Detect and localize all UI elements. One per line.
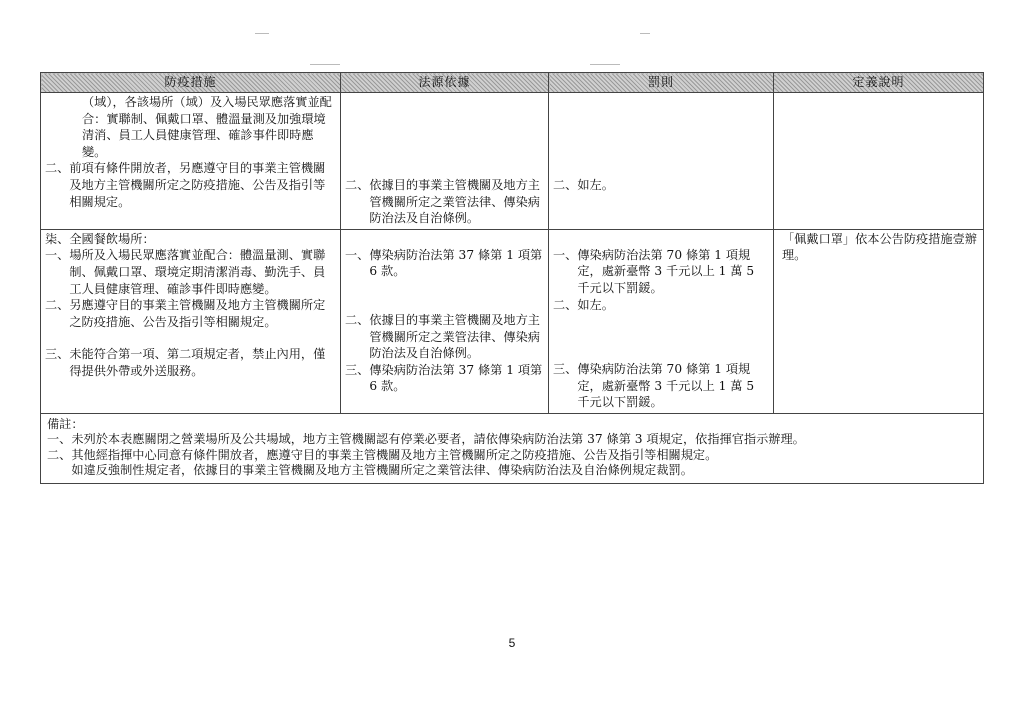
table-row xyxy=(41,93,984,230)
item-number: 三、 xyxy=(345,362,370,377)
list-item xyxy=(553,247,769,297)
list-item xyxy=(345,247,544,280)
notes-cell xyxy=(41,413,984,483)
list-item xyxy=(345,362,544,395)
penalty-cell xyxy=(549,229,774,413)
list-item xyxy=(45,160,336,210)
item-text: 場所及入場民眾應落實並配合：體溫量測、實聯制、佩戴口罩、環境定期清潔消毒、勤洗手、員工人員健康管理、確診事件即時應變。 xyxy=(69,248,326,296)
item-text: 前項有條件開放者，另應遵守目的事業主管機關及地方主管機關所定之防疫措施、公告及指引等相關規定。 xyxy=(69,161,326,209)
item-number: 二、 xyxy=(47,447,72,462)
note-item xyxy=(47,432,977,448)
item-number: 三、 xyxy=(45,347,70,362)
list-item xyxy=(553,361,769,411)
definition-cell xyxy=(774,93,984,230)
list-item xyxy=(345,177,544,227)
item-number: 一、 xyxy=(45,248,70,263)
item-number: 二、 xyxy=(45,161,70,176)
header-definition: 定義說明 xyxy=(774,73,984,93)
item-text: 如左。 xyxy=(577,178,614,192)
measures-table xyxy=(40,72,984,484)
table-header-row xyxy=(41,73,984,93)
item-text: 未列於本表應關閉之營業場所及公共場域，地方主管機關認有停業必要者，請依傳染病防治法第 37 條第 3 項規定，依指揮官指示辦理。 xyxy=(71,432,805,447)
list-item xyxy=(45,346,336,379)
list-item xyxy=(553,177,769,194)
item-number: 一、 xyxy=(47,432,72,447)
notes-row xyxy=(41,413,984,483)
item-text: 傳染病防治法第 70 條第 1 項規定，處新臺幣 3 千元以上 1 萬 5 千元以下罰鍰。 xyxy=(577,247,755,295)
item-text: 傳染病防治法第 70 條第 1 項規定，處新臺幣 3 千元以上 1 萬 5 千元以下罰鍰。 xyxy=(577,362,755,410)
header-measures: 防疫措施 xyxy=(41,73,341,93)
scan-artifact xyxy=(640,33,650,34)
header-penalty: 罰則 xyxy=(549,73,774,93)
item-number: 二、 xyxy=(553,178,578,192)
measures-cell xyxy=(41,229,341,413)
definition-text: 「佩戴口罩」依本公告防疫措施壹辦理。 xyxy=(782,231,977,263)
item-number: 二、 xyxy=(345,312,370,327)
list-item xyxy=(553,297,769,314)
item-text: 傳染病防治法第 37 條第 1 項第 6 款。 xyxy=(369,247,543,279)
item-text: 另應遵守目的事業主管機關及地方主管機關所定之防疫措施、公告及指引等相關規定。 xyxy=(69,298,326,329)
list-item xyxy=(345,312,544,362)
item-text: 依據目的事業主管機關及地方主管機關所定之業管法律、傳染病防治法及自治條例。 xyxy=(369,178,540,226)
penalty-cell xyxy=(549,93,774,230)
item-text: 傳染病防治法第 37 條第 1 項第 6 款。 xyxy=(369,362,543,394)
item-number: 一、 xyxy=(345,247,370,262)
item-number: 二、 xyxy=(45,298,70,313)
item-text-continuation: 如違反強制性規定者，依據目的事業主管機關及地方主管機關所定之業管法律、傳染病防治法及自治條例規定裁罰。 xyxy=(71,463,693,478)
scan-artifact xyxy=(310,64,340,65)
item-number: 一、 xyxy=(553,247,578,262)
table-row xyxy=(41,229,984,413)
legal-basis-cell xyxy=(341,93,549,230)
page-number: 5 xyxy=(508,636,516,650)
item-text: 未能符合第一項、第二項規定者，禁止內用，僅得提供外帶或外送服務。 xyxy=(69,347,326,378)
note-item xyxy=(47,448,977,479)
item-number: 二、 xyxy=(553,297,578,312)
item-number: 三、 xyxy=(553,362,578,377)
legal-basis-cell xyxy=(341,229,549,413)
item-text: 如左。 xyxy=(577,297,614,312)
header-legal-basis: 法源依據 xyxy=(341,73,549,93)
measure-continuation-text: （域），各該場所（域）及入場民眾應落實並配合：實聯制、佩戴口罩、體溫量測及加強環境清消、員工人員健康管理、確診事件即時應變。 xyxy=(82,95,332,159)
item-text: 其他經指揮中心同意有條件開放者，應遵守目的事業主管機關及地方主管機關所定之防疫措施、公告及指引等相關規定。 xyxy=(71,447,718,462)
scan-artifact xyxy=(255,33,269,34)
measures-cell xyxy=(41,93,341,230)
measures-table-wrapper xyxy=(40,72,983,484)
scan-artifact xyxy=(590,64,620,65)
item-text: 依據目的事業主管機關及地方主管機關所定之業管法律、傳染病防治法及自治條例。 xyxy=(369,312,540,361)
list-item xyxy=(45,247,336,297)
definition-cell xyxy=(774,229,984,413)
item-number: 二、 xyxy=(345,178,370,192)
section-title: 柒、全國餐飲場所： xyxy=(45,231,155,246)
list-item xyxy=(45,297,336,330)
notes-title: 備註： xyxy=(47,416,84,431)
